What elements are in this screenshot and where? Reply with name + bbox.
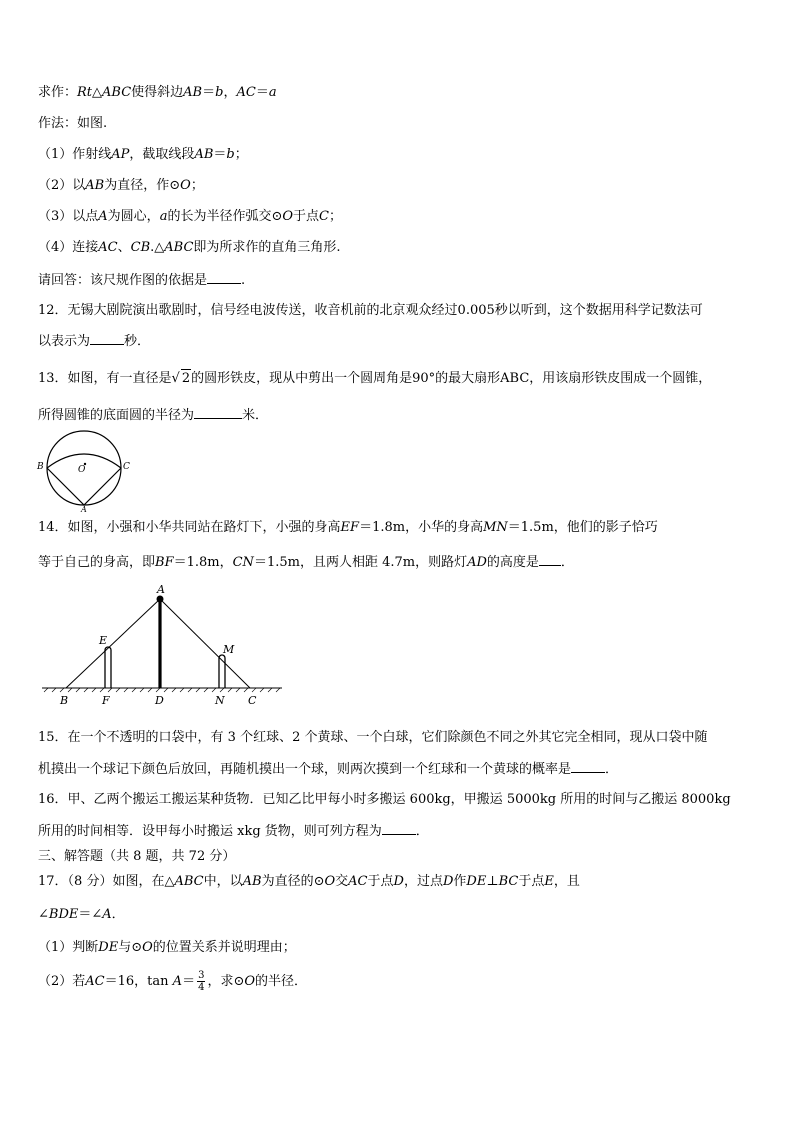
answer-blank[interactable] bbox=[207, 270, 241, 284]
construct-goal: 求作：Rt△ABC使得斜边AB＝b，AC＝a bbox=[38, 85, 277, 100]
answer-blank[interactable] bbox=[194, 405, 242, 419]
ground-hatching bbox=[44, 688, 280, 692]
answer-blank[interactable] bbox=[539, 552, 561, 566]
sqrt-symbol: √ bbox=[171, 371, 180, 386]
fraction: $\frac{3}{4}$ bbox=[198, 970, 205, 993]
construct-step-2: （2）以AB为直径，作⊙O； bbox=[38, 178, 204, 193]
label-c: C bbox=[123, 462, 130, 472]
label-m: M bbox=[223, 643, 235, 656]
answer-blank[interactable] bbox=[571, 759, 605, 773]
construct-method: 作法：如图. bbox=[38, 116, 108, 131]
ray-a-to-c bbox=[160, 599, 250, 688]
construct-step-3: （3）以点A为圆心，a的长为半径作弧交⊙O于点C； bbox=[38, 209, 343, 224]
q13-line-2: 所得圆锥的底面圆的半径为 米． bbox=[38, 405, 268, 425]
q14-figure bbox=[38, 582, 288, 710]
q17-line-2: ∠BDE＝∠A． bbox=[38, 907, 125, 922]
answer-blank[interactable] bbox=[382, 821, 416, 835]
label-a: A bbox=[157, 583, 165, 596]
construct-step-1: （1）作射线AP，截取线段AB＝b； bbox=[38, 147, 248, 162]
label-c: C bbox=[248, 694, 257, 707]
label-e: E bbox=[99, 634, 108, 647]
q15-line-2: 机摸出一个球记下颜色后放回，再随机摸出一个球，则两次摸到一个红球和一个黄球的概率是 ． bbox=[38, 759, 618, 779]
construct-question: 请回答：该尺规作图的依据是 . bbox=[38, 270, 245, 290]
label-b: B bbox=[60, 694, 69, 707]
q17-part-1: （1）判断DE与⊙O的位置关系并说明理由； bbox=[38, 940, 296, 955]
label-n: N bbox=[215, 694, 225, 707]
q16-line-1: 16．甲、乙两个搬运工搬运某种货物．已知乙比甲每小时多搬运 600kg，甲搬运 5000kg 所用的时间与乙搬运 8000kg bbox=[38, 792, 731, 807]
section-heading: 三、解答题（共 8 题，共 72 分） bbox=[38, 849, 236, 864]
label-b: B bbox=[37, 462, 44, 472]
q13-line-1: 13．如图，有一直径是√ 2的圆形铁皮，现从中剪出一个圆周角是90°的最大扇形ABC，用该扇形铁皮围成一个圆锥， bbox=[38, 371, 712, 386]
q17-line-1: 17．（8 分）如图，在△ABC中，以AB为直径的⊙O交AC于点D，过点D作DE⊥BC于点E，且 bbox=[38, 874, 580, 889]
label-a: A bbox=[81, 505, 87, 512]
q12-line-1: 12．无锡大剧院演出歌剧时，信号经电波传送，收音机前的北京观众经过0.005秒以听到，这个数据用科学记数法可 bbox=[38, 303, 703, 318]
label-d: D bbox=[155, 694, 164, 707]
q13-figure bbox=[34, 428, 134, 512]
ray-a-to-b bbox=[66, 599, 160, 688]
construct-step-4: （4）连接AC、CB.△ABC即为所求作的直角三角形. bbox=[38, 240, 341, 255]
q14-line-2: 等于自己的身高，即BF＝1.8m，CN＝1.5m，且两人相距 4.7m，则路灯AD的高度是 ． bbox=[38, 552, 574, 572]
person-ef bbox=[105, 647, 111, 688]
q17-part-2: （2）若AC＝16，tan A＝ $\frac{3}{4}$ ，求⊙O的半径． bbox=[38, 970, 308, 993]
q16-line-2: 所用的时间相等．设甲每小时搬运 xkg 货物，则可列方程为 ． bbox=[38, 821, 429, 841]
q14-line-1: 14．如图，小强和小华共同站在路灯下，小强的身高EF＝1.8m，小华的身高MN＝1.5m，他们的影子恰巧 bbox=[38, 520, 658, 535]
label-o: O bbox=[78, 465, 86, 475]
label-f: F bbox=[102, 694, 110, 707]
q12-line-2: 以表示为 秒． bbox=[38, 331, 150, 351]
answer-blank[interactable] bbox=[90, 331, 124, 345]
q15-line-1: 15．在一个不透明的口袋中，有 3 个红球、2 个黄球、一个白球，它们除颜色不同之外其它完全相同，现从口袋中随 bbox=[38, 730, 708, 745]
lamp bbox=[157, 596, 164, 603]
